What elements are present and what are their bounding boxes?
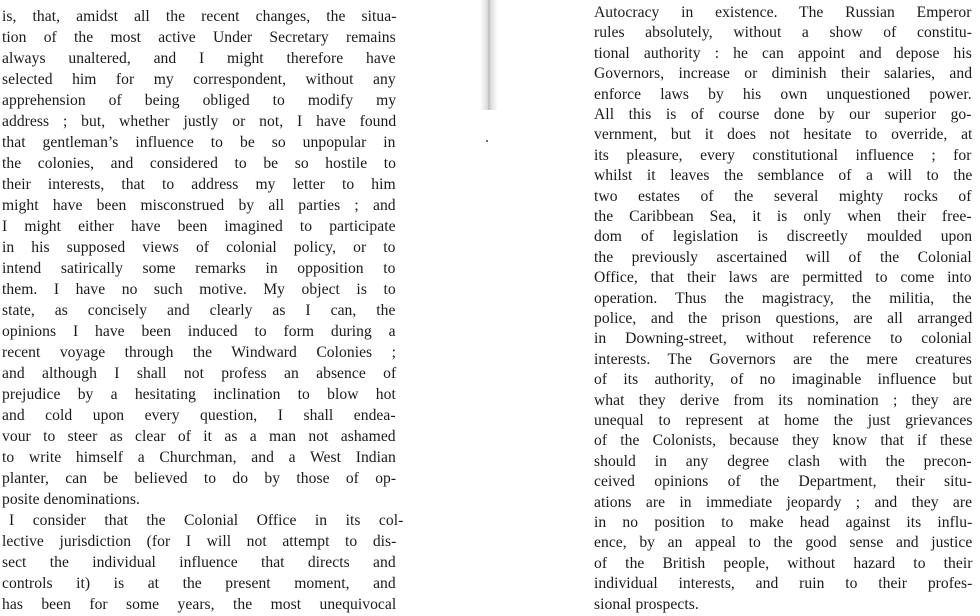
text-line: vernment, but it does not hesitate to override, at [594,126,973,144]
text-line: rules absolutely, without a show of constitu- [594,24,972,42]
text-line: the colonies, and considered to be so hostile to [2,155,396,172]
text-line: tional authority : he can appoint and depose his [594,44,972,62]
text-line: unequal to represent at home the just grievances [594,412,973,429]
text-line: individual interests, and ruin to their profes- [594,575,973,593]
text-line: their interests, that to address my letter to him [2,176,396,193]
text-line: is, that, amidst all the recent changes, the situa- [2,8,397,25]
text-line: whilst it leaves the semblance of a will to the [594,167,973,185]
text-line: vour to steer as clear of it as a man not ashamed [2,428,396,445]
text-line: the previously ascertained will of the Colonial [594,248,972,266]
text-line: police, and the prison questions, are all arranged [594,310,973,327]
text-line: has been for some years, the most unequivocal [2,596,397,613]
text-line: ations are in immediate jeopardy ; and they are [594,493,973,511]
text-line: ence, by an appeal to the good sense and justice [594,534,973,552]
text-line: in Downing-street, without reference to colonial [594,330,972,348]
text-line: lective jurisdiction (for I will not attempt to dis- [2,533,397,550]
text-line: selected him for my correspondent, without any [2,71,396,88]
text-line: dom of legislation is discreetly moulded upon [594,228,973,246]
text-line: I might either have been imagined to participate [2,218,396,235]
text-line: ceived opinions of the Department, their situ- [594,473,972,491]
text-line: I consider that the Colonial Office in its col- [9,512,404,529]
left-page [0,0,440,616]
text-line: Autocracy in existence. The Russian Emperor [594,4,972,21]
text-line: in no position to make head against its influ- [594,514,973,531]
text-line: sional prospects. [594,595,699,613]
text-line: planter, can be believed to do by those of op- [2,470,397,487]
text-line: controls it) is at the present moment, and [2,575,396,592]
text-line: intend satirically some remarks in opposition to [2,260,396,277]
text-line: Governors, increase or diminish their salaries, and [594,65,973,83]
text-line: recent voyage through the Windward Colonies ; [2,344,397,361]
text-line: always unaltered, and I might therefore have [2,50,396,67]
text-line: that gentleman’s influence to be so unpopular in [2,134,396,151]
text-line: opinions I have been induced to form during a [2,323,396,340]
text-line: posite denominations. [2,491,140,508]
text-line: interests. The Governors are the mere creatures [594,350,972,368]
text-line: should in any degree clash with the precon- [594,452,972,470]
text-line: operation. Thus the magistracy, the militia, the [594,289,972,307]
text-line: what they derive from its nomination ; they are [594,391,972,409]
text-line: the Caribbean Sea, it is only when their free- [594,208,972,225]
text-line: address ; but, whether justly or not, I have found [2,113,397,130]
text-line: of the Colonists, because they know that if these [594,432,973,450]
text-line: apprehension of being obliged to modify my [2,92,397,109]
text-line: them. I have no such motive. My object is to [2,281,396,298]
text-line: prejudice by a hesitating inclination to blow hot [2,386,396,403]
text-line: of its authority, of no imaginable influence but [594,371,973,389]
text-line: and cold upon every question, I shall endea- [2,407,396,424]
text-line: and although I shall not profess an absence of [2,365,397,382]
text-line: might have been misconstrued by all parties ; and [2,197,396,214]
text-line: its pleasure, every constitutional influence ; for [594,146,972,164]
text-line: enforce laws by his own unquestioned power. [594,85,972,103]
right-page [588,0,980,616]
text-line: two estates of the several mighty rocks of [594,187,972,205]
text-line: of the British people, without hazard to their [594,554,973,572]
text-line: Office, that their laws are permitted to come into [594,269,972,287]
text-line: state, as concisely and clearly as I can, the [2,302,396,319]
text-line: to write himself a Churchman, and a West Indian [2,449,396,466]
text-line: sect the individual influence that directs and [2,554,396,571]
text-line: in his supposed views of colonial policy, or to [2,239,396,256]
ink-speck [486,140,488,142]
text-line: All this is of course done by our superior go- [594,106,972,123]
gutter-shadow [480,0,498,110]
text-line: tion of the most active Under Secretary remains [2,29,396,46]
